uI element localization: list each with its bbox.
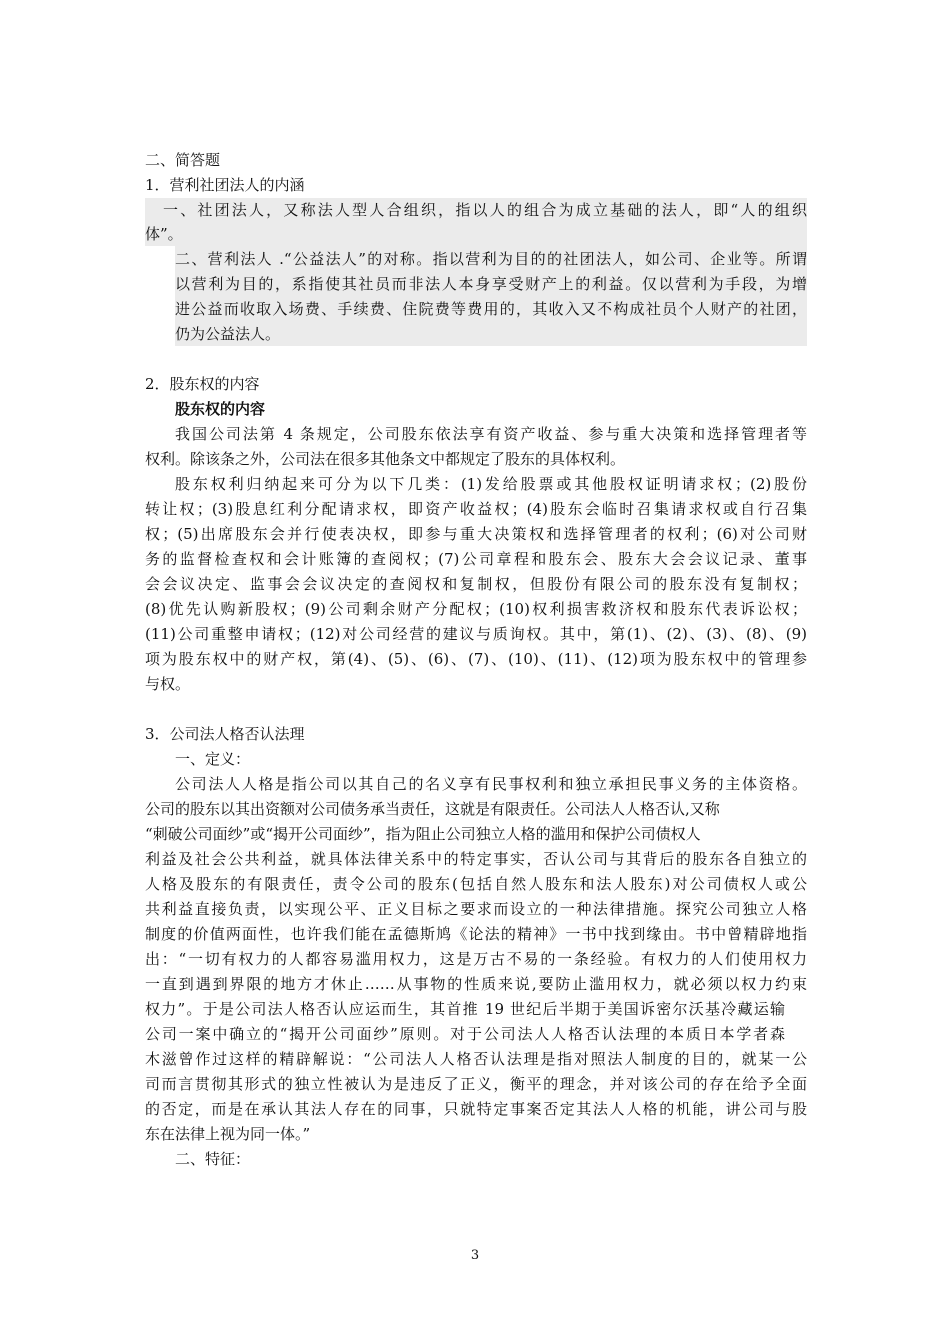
q2-line-11: 与权。 xyxy=(145,675,191,693)
q1-line-4: 以营利为目的，系指使其社员而非法人本身享受财产上的利益。仅以营利为手段，为增 xyxy=(175,275,807,293)
q3-line-6: 共利益直接负责，以实现公平、正义目标之要求而设立的一种法律措施。探究公司独立人格 xyxy=(145,900,807,918)
q3-line-15: 东在法律上视为同一体。” xyxy=(145,1125,311,1143)
q3-line-8: 出：“一切有权力的人都容易滥用权力，这是万古不易的一条经验。有权力的人们使用权力 xyxy=(145,950,807,968)
q3-part2-label: 二、特征： xyxy=(175,1150,251,1168)
question-3-title: 3．公司法人格否认法理 xyxy=(145,725,305,743)
q2-line-3: 股东权利归纳起来可分为以下几类：(1)发给股票或其他股权证明请求权；(2)股份 xyxy=(175,475,807,493)
q1-line-6: 仍为公益法人。 xyxy=(175,325,281,343)
question-2-title: 2．股东权的内容 xyxy=(145,375,260,393)
q2-line-6: 务的监督检查权和会计账簿的查阅权；(7)公司章程和股东会、股东大会会议记录、董事 xyxy=(145,550,807,568)
q2-line-10: 项为股东权中的财产权，第(4)、(5)、(6)、(7)、(10)、(11)、(12)项为股东权中的管理参 xyxy=(145,650,807,668)
q3-line-13: 司而言贯彻其形式的独立性被认为是违反了正义，衡平的理念，并对该公司的存在给予全面 xyxy=(145,1075,807,1093)
q2-line-2: 权利。除该条之外，公司法在很多其他条文中都规定了股东的具体权利。 xyxy=(145,450,626,468)
q2-line-7: 会会议决定、监事会会议决定的查阅权和复制权，但股份有限公司的股东没有复制权； xyxy=(145,575,807,593)
q2-line-1: 我国公司法第 4 条规定，公司股东依法享有资产收益、参与重大决策和选择管理者等 xyxy=(175,425,807,443)
q2-line-5: 权；(5)出席股东会并行使表决权，即参与重大决策权和选择管理者的权利；(6)对公司财 xyxy=(145,525,807,543)
q3-line-2: 公司的股东以其出资额对公司债务承当责任，这就是有限责任。公司法人人格否认,又称 xyxy=(145,800,720,818)
q1-line-5: 进公益而收取入场费、手续费、住院费等费用的，其收入又不构成社员个人财产的社团， xyxy=(175,300,807,318)
question-2-subtitle: 股东权的内容 xyxy=(175,400,266,418)
question-1-title: 1．营利社团法人的内涵 xyxy=(145,176,305,194)
q3-line-10: 权力”。于是公司法人格否认应运而生，其首推 19 世纪后半期于美国诉密尔沃基冷藏运输 xyxy=(145,1000,785,1018)
q3-line-11: 公司一案中确立的“揭开公司面纱”原则。对于公司法人人格否认法理的本质日本学者森 xyxy=(145,1025,785,1043)
q3-line-7: 制度的价值两面性，也许我们能在孟德斯鸠《论法的精神》一书中找到缘由。书中曾精辟地指 xyxy=(145,925,807,943)
q1-line-1: 一、社团法人，又称法人型人合组织，指以人的组合为成立基础的法人，即“人的组织 xyxy=(163,201,807,219)
page-number: 3 xyxy=(470,1248,480,1263)
q2-line-4: 转让权；(3)股息红利分配请求权，即资产收益权；(4)股东会临时召集请求权或自行召集 xyxy=(145,500,807,518)
q3-part1-label: 一、定义： xyxy=(175,750,251,768)
section-heading: 二、简答题 xyxy=(145,151,221,169)
q1-line-2: 体”。 xyxy=(145,225,183,243)
q3-line-9: 一直到遇到界限的地方才休止……从事物的性质来说,要防止滥用权力，就必须以权力约束 xyxy=(145,975,807,993)
q3-line-3: “刺破公司面纱”或“揭开公司面纱”，指为阻止公司独立人格的滥用和保护公司债权人 xyxy=(145,825,701,843)
q2-line-8: (8)优先认购新股权；(9)公司剩余财产分配权；(10)权利损害救济权和股东代表诉讼权； xyxy=(145,600,807,618)
q2-line-9: (11)公司重整申请权；(12)对公司经营的建议与质询权。其中，第(1)、(2)、(3)、(8)、(9) xyxy=(145,625,807,643)
q3-line-12: 木滋曾作过这样的精辟解说：“公司法人人格否认法理是指对照法人制度的目的，就某一公 xyxy=(145,1050,807,1068)
q3-line-5: 人格及股东的有限责任，责令公司的股东(包括自然人股东和法人股东)对公司债权人或公 xyxy=(145,875,807,893)
q3-line-1: 公司法人人格是指公司以其自己的名义享有民事权利和独立承担民事义务的主体资格。 xyxy=(175,775,807,793)
q1-line-3: 二、营利法人 .“公益法人”的对称。指以营利为目的的社团法人，如公司、企业等。所谓 xyxy=(175,250,807,268)
q3-line-4: 利益及社会公共利益，就具体法律关系中的特定事实，否认公司与其背后的股东各自独立的 xyxy=(145,850,807,868)
q3-line-14: 的否定，而是在承认其法人存在的同事，只就特定事案否定其法人人格的机能，讲公司与股 xyxy=(145,1100,807,1118)
